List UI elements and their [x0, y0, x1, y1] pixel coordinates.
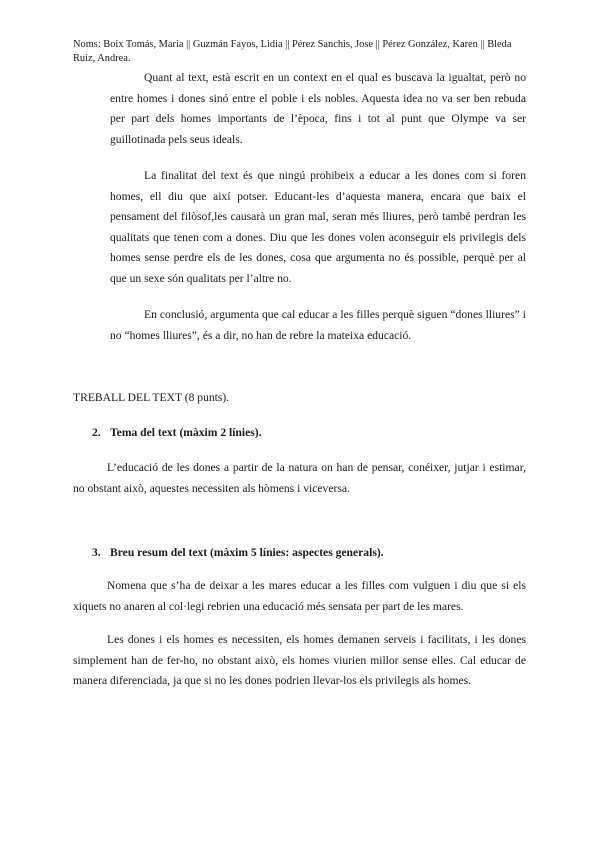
- item-heading-theme: [92, 425, 262, 441]
- answer-summary-1: Nomena que s’ha de deixar a les mares educar a les filles com vulguen i diu que si els xiquets no anaren al col·legi rebrien una educació més sensata per part de les mares.: [73, 579, 526, 613]
- item-heading-summary: [92, 545, 384, 561]
- paragraph-purpose: La finalitat del text és que ningú prohibeix a educar a les dones com si foren homes, ell diu que així potser. Educant-les d’aquesta manera, encara que baix el pensament del filòsof,les causarà un gran mal, seran més lliures, però també perdran les qualitats que tenen com a dones. Diu que les dones volen aconseguir els privilegis dels homes sense perdre els de les dones, cosa que argumenta no és possible, perquè per al que un sexe són qualitats per l’altre no.: [110, 169, 526, 285]
- answer-theme: L’educació de les dones a partir de la natura on han de pensar, conéixer, jutjar i estimar, no obstant això, aquestes necessiten als hòmens i viceversa.: [73, 461, 526, 495]
- answer-summary-2: Les dones i els homes es necessiten, els homes demanen serveis i facilitats, i les dones simplement han de fer-ho, no obstant això, els homes viurien millor sense elles. Cal educar de manera diferenciada, ja que si no les dones podrien llevar-los els privilegis als homes.: [73, 633, 526, 688]
- item-heading-text: Tema del text (màxim 2 línies).: [110, 426, 262, 439]
- section-title: TREBALL DEL TEXT (8 punts).: [73, 391, 230, 404]
- paragraph-conclusion: En conclusió, argumenta que cal educar a les filles perquè siguen “dones lliures” i no “homes lliures”, és a dir, no han de rebre la mateixa educació.: [110, 308, 526, 342]
- item-number: 3.: [92, 546, 101, 559]
- item-number: 2.: [92, 426, 101, 439]
- paragraph-context: Quant al text, està escrit en un context en el qual es buscava la igualtat, però no entre homes i dones sinó entre el poble i els nobles. Aquesta idea no va ser ben rebuda per part dels homes importants de l’època, fins i tot al punt que Olympe va ser guillotinada pels seus ideals.: [110, 71, 526, 146]
- authors-header: Noms: Boix Tomás, Maria || Guzmán Fayos, Lidia || Pérez Sanchis, Jose || Pérez González, Karen || Bleda Ruiz, Andrea.: [73, 39, 512, 64]
- item-heading-text: Breu resum del text (màxim 5 línies: aspectes generals).: [110, 546, 384, 559]
